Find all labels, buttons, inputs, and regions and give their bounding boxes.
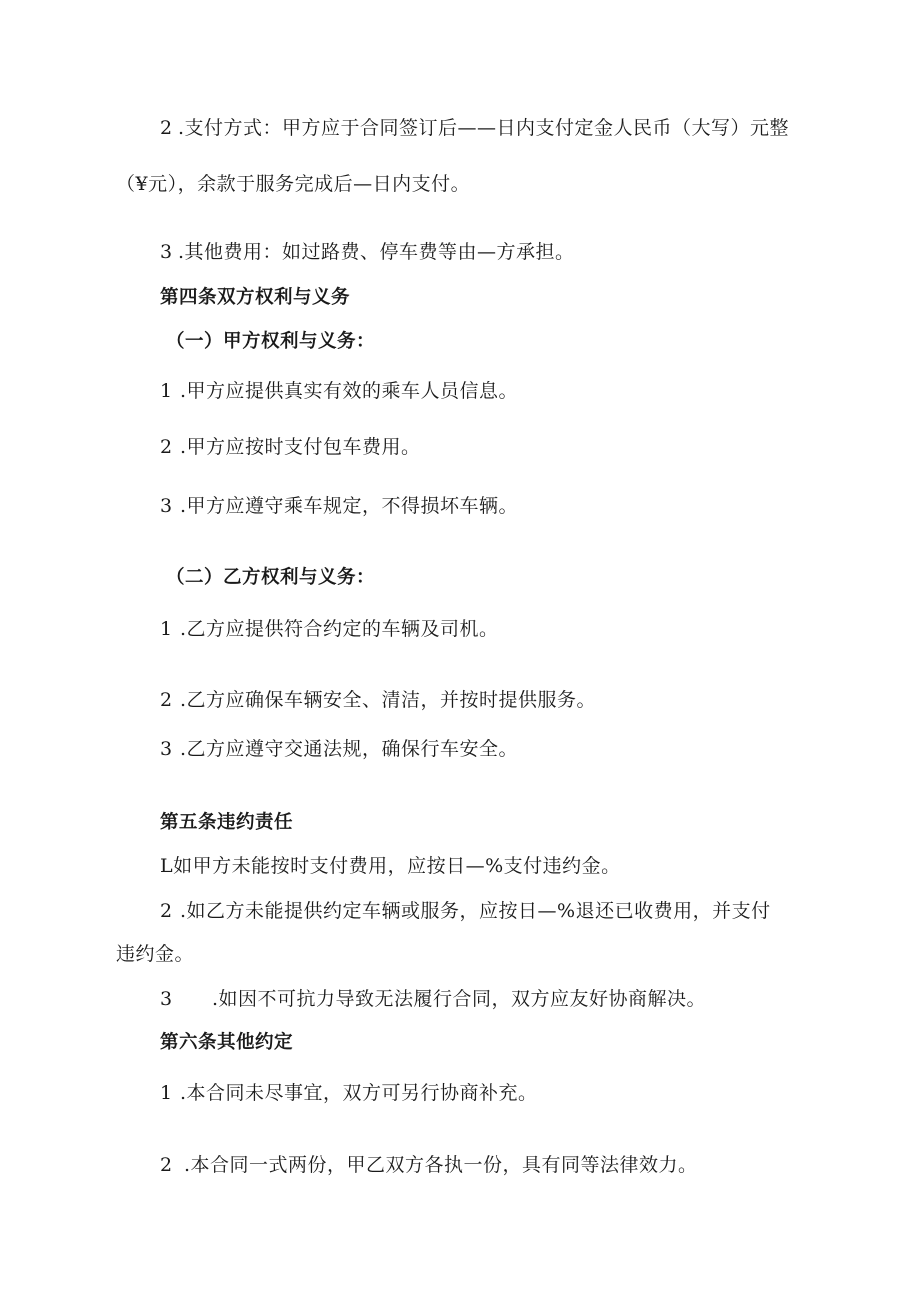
list-item (160, 617, 499, 641)
item-text: .乙方应提供符合约定的车辆及司机。 (180, 618, 499, 640)
item-text: .本合同未尽事宜，双方可另行协商补充。 (180, 1082, 538, 1104)
article-6-heading: 第六条其他约定 (160, 1032, 294, 1053)
list-item (160, 435, 421, 459)
clause-number: 3 (160, 241, 173, 263)
item-text: .本合同一式两份，甲乙双方各执一份，具有同等法律效力。 (184, 1154, 698, 1176)
item-text: .如因不可抗力导致无法履行合同，双方应友好协商解决。 (212, 988, 707, 1010)
clause-other-fees (160, 240, 575, 264)
item-number: 2 (160, 900, 173, 922)
list-item: L如甲方未能按时支付费用，应按日—%支付违约金。 (160, 855, 621, 877)
list-item (160, 1081, 538, 1105)
list-item (160, 1153, 698, 1177)
item-text: .乙方应遵守交通法规，确保行车安全。 (180, 738, 519, 760)
item-number: 1 (160, 380, 173, 402)
list-item (160, 987, 706, 1011)
section-party-a-heading: （一）甲方权利与义务： (166, 331, 376, 352)
item-text: .甲方应按时支付包车费用。 (180, 436, 421, 458)
list-item (160, 688, 596, 712)
clause-continuation: （¥元），余款于服务完成后—日内支付。 (116, 173, 471, 195)
item-number: 2 (160, 689, 173, 711)
item-number: 3 (160, 495, 173, 517)
list-item (160, 494, 518, 518)
clause-text: .支付方式：甲方应于合同签订后——日内支付定金人民币（大写）元整 (178, 117, 790, 139)
clause-number: 2 (160, 117, 173, 139)
item-number: 2 (160, 1154, 173, 1176)
section-party-b-heading: （二）乙方权利与义务： (166, 567, 376, 588)
clause-text: .其他费用：如过路费、停车费等由—方承担。 (178, 241, 575, 263)
article-5-heading: 第五条违约责任 (160, 812, 294, 833)
list-item (160, 737, 518, 761)
item-text: .乙方应确保车辆安全、清洁，并按时提供服务。 (180, 689, 597, 711)
item-number: 1 (160, 1082, 173, 1104)
list-item-continuation: 违约金。 (116, 943, 195, 965)
clause-payment-method (160, 116, 789, 140)
item-text: .如乙方未能提供约定车辆或服务，应按日—%退还已收费用，并支付 (180, 900, 771, 922)
list-item (160, 899, 771, 923)
item-number: 2 (160, 436, 173, 458)
item-number: 3 (160, 738, 173, 760)
item-text: .甲方应提供真实有效的乘车人员信息。 (180, 380, 519, 402)
item-text: .甲方应遵守乘车规定，不得损坏车辆。 (180, 495, 519, 517)
article-4-heading: 第四条双方权利与义务 (160, 287, 351, 308)
item-number: 3 (160, 988, 173, 1010)
item-number: 1 (160, 618, 173, 640)
list-item (160, 379, 518, 403)
